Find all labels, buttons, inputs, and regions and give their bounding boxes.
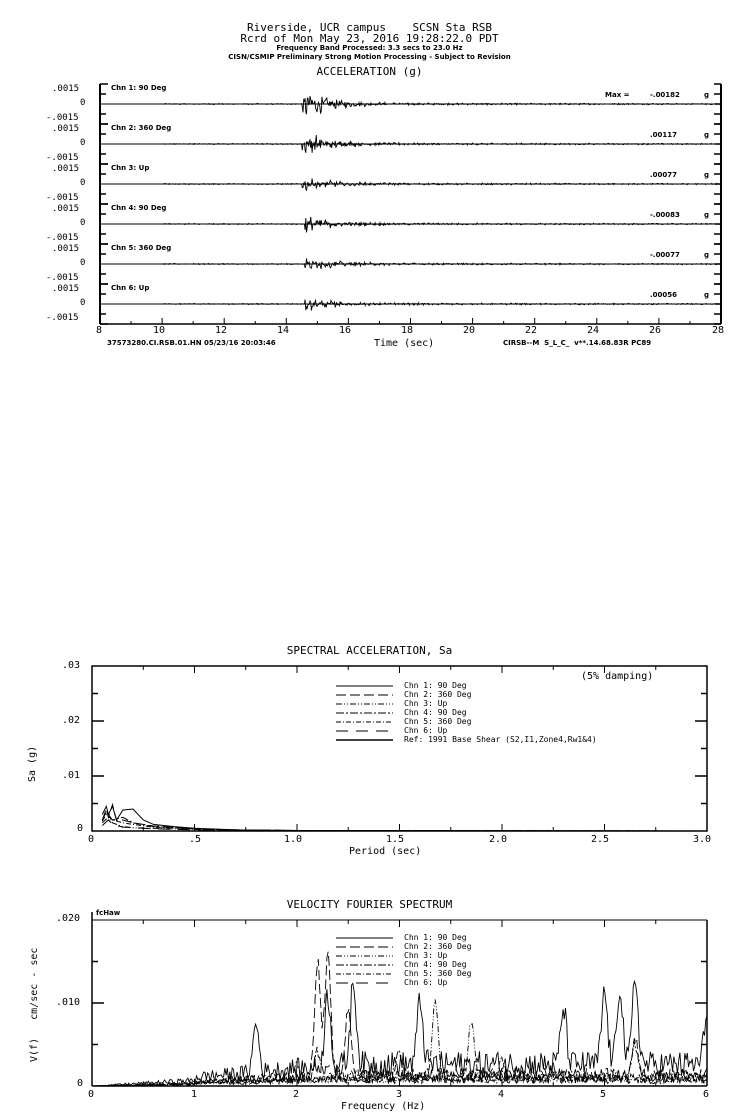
- x-tick-label: 1.0: [284, 834, 303, 845]
- channel-label: Chn 2: 360 Deg: [111, 124, 172, 132]
- x-tick-label: 2.5: [591, 834, 610, 845]
- vfs-series-1: [92, 978, 707, 1086]
- x-tick-label: 10: [153, 325, 166, 336]
- x-tick-label: 18: [401, 325, 414, 336]
- header-station: Riverside, UCR campus SCSN Sta RSB: [246, 21, 493, 34]
- header-frequency-band: Frequency Band Processed: 3.3 secs to 23.0 Hz: [276, 44, 463, 52]
- channel-label: Chn 6: Up: [111, 284, 150, 292]
- legend-label: Chn 6: Up: [404, 726, 448, 735]
- legend-label: Chn 3: Up: [404, 699, 448, 708]
- x-tick-label: 2: [293, 1089, 300, 1100]
- x-tick-label: 1: [191, 1089, 198, 1100]
- channel-label: Chn 4: 90 Deg: [111, 204, 167, 212]
- y-tick-label: .0015: [52, 164, 80, 174]
- peak-value: -.00182: [650, 91, 680, 99]
- y-tick-label: 0: [77, 823, 84, 834]
- header-record-time: Rcrd of Mon May 23, 2016 19:28:22.0 PDT: [240, 32, 499, 45]
- y-tick-label: .010: [56, 997, 81, 1008]
- y-tick-label: 0: [80, 138, 86, 148]
- peak-value: .00117: [650, 131, 678, 139]
- legend-label: Ref: 1991 Base Shear (S2,I1,Zone4,Rw1&4): [404, 735, 597, 744]
- unit-label: g: [704, 171, 710, 179]
- peak-value: -.00083: [650, 211, 680, 219]
- sa-series-2: [102, 805, 707, 831]
- y-tick-label: -.0015: [46, 313, 79, 323]
- accel-waveform-3: [100, 179, 721, 191]
- y-tick-label: 0: [80, 178, 86, 188]
- y-tick-label: -.0015: [46, 273, 79, 283]
- sa-y-axis-label: Sa (g): [27, 745, 38, 782]
- legend-label: Chn 1: 90 Deg: [404, 681, 467, 690]
- sa-series-1: [102, 806, 707, 831]
- x-tick-label: 28: [712, 325, 725, 336]
- channel-label: Chn 1: 90 Deg: [111, 84, 167, 92]
- y-tick-label: -.0015: [46, 193, 79, 203]
- vfs-title: VELOCITY FOURIER SPECTRUM: [286, 898, 453, 911]
- legend-label: Chn 4: 90 Deg: [404, 708, 467, 717]
- accel-footer-right: CIRSB--M S_L_C_ v**.14.68.83R PC89: [503, 339, 652, 347]
- x-tick-label: 22: [525, 325, 538, 336]
- x-tick-label: 6: [703, 1089, 710, 1100]
- vfs-series-3: [92, 999, 707, 1086]
- sa-series-6: [102, 820, 707, 831]
- x-tick-label: 16: [339, 325, 352, 336]
- y-tick-label: .0015: [52, 84, 80, 94]
- legend-label: Chn 4: 90 Deg: [404, 960, 467, 969]
- x-tick-label: 24: [587, 325, 600, 336]
- y-tick-label: -.0015: [46, 233, 79, 243]
- y-tick-label: .0015: [52, 244, 80, 254]
- unit-label: g: [704, 131, 710, 139]
- unit-label: g: [704, 211, 710, 219]
- channel-label: Chn 5: 360 Deg: [111, 244, 172, 252]
- x-tick-label: 0: [88, 1089, 95, 1100]
- x-tick-label: 2.0: [489, 834, 508, 845]
- y-tick-label: 0: [80, 98, 86, 108]
- y-tick-label: .0015: [52, 204, 80, 214]
- sa-title: SPECTRAL ACCELERATION, Sa: [286, 644, 453, 657]
- unit-label: g: [704, 251, 710, 259]
- y-tick-label: 0: [80, 218, 86, 228]
- y-tick-label: .02: [62, 715, 81, 726]
- channel-label: Chn 3: Up: [111, 164, 150, 172]
- y-tick-label: 0: [80, 298, 86, 308]
- legend-label: Chn 2: 360 Deg: [404, 690, 472, 699]
- y-tick-label: 0: [77, 1078, 84, 1089]
- peak-value: .00056: [650, 291, 678, 299]
- x-tick-label: 0: [88, 834, 95, 845]
- unit-label: g: [704, 291, 710, 299]
- max-label: Max =: [605, 91, 630, 99]
- y-tick-label: -.0015: [46, 113, 79, 123]
- sa-damping-annotation: (5% damping): [581, 671, 654, 682]
- legend-label: Chn 5: 360 Deg: [404, 717, 472, 726]
- x-tick-label: 26: [649, 325, 662, 336]
- accel-waveform-2: [100, 135, 721, 153]
- vfs-corner-label: fcHaw: [96, 909, 121, 917]
- y-tick-label: 0: [80, 258, 86, 268]
- y-tick-label: .0015: [52, 124, 80, 134]
- sa-x-axis-label: Period (sec): [349, 846, 422, 857]
- accel-waveform-6: [100, 300, 721, 311]
- legend-label: Chn 6: Up: [404, 978, 448, 987]
- accel-waveform-4: [100, 217, 721, 233]
- unit-label: g: [704, 91, 710, 99]
- legend-label: Chn 3: Up: [404, 951, 448, 960]
- x-tick-label: 3.0: [693, 834, 712, 845]
- vfs-y-axis-label: V(f) cm/sec - sec: [29, 947, 40, 1062]
- peak-value: -.00077: [650, 251, 680, 259]
- accel-footer-left: 37573280.CI.RSB.01.HN 05/23/16 20:03:46: [107, 339, 276, 347]
- legend-label: Chn 2: 360 Deg: [404, 942, 472, 951]
- accel-x-axis-label: Time (sec): [374, 338, 435, 349]
- y-tick-label: .03: [62, 660, 81, 671]
- y-tick-label: .020: [56, 913, 81, 924]
- x-tick-label: 3: [396, 1089, 403, 1100]
- x-tick-label: 8: [96, 325, 103, 336]
- x-tick-label: 5: [600, 1089, 607, 1100]
- x-tick-label: 4: [498, 1089, 505, 1100]
- x-tick-label: 14: [277, 325, 290, 336]
- x-tick-label: 12: [215, 325, 228, 336]
- header-processing-note: CISN/CSMIP Preliminary Strong Motion Processing - Subject to Revision: [228, 53, 511, 61]
- peak-value: .00077: [650, 171, 678, 179]
- x-tick-label: 20: [463, 325, 476, 336]
- y-tick-label: .01: [62, 770, 81, 781]
- sa-series-5: [102, 815, 707, 832]
- sa-plot-frame: [92, 666, 707, 831]
- x-tick-label: 1.5: [386, 834, 405, 845]
- y-tick-label: -.0015: [46, 153, 79, 163]
- accel-title: ACCELERATION (g): [316, 65, 423, 78]
- x-tick-label: .5: [189, 834, 202, 845]
- vfs-x-axis-label: Frequency (Hz): [341, 1101, 426, 1112]
- y-tick-label: .0015: [52, 284, 80, 294]
- legend-label: Chn 5: 360 Deg: [404, 969, 472, 978]
- legend-label: Chn 1: 90 Deg: [404, 933, 467, 942]
